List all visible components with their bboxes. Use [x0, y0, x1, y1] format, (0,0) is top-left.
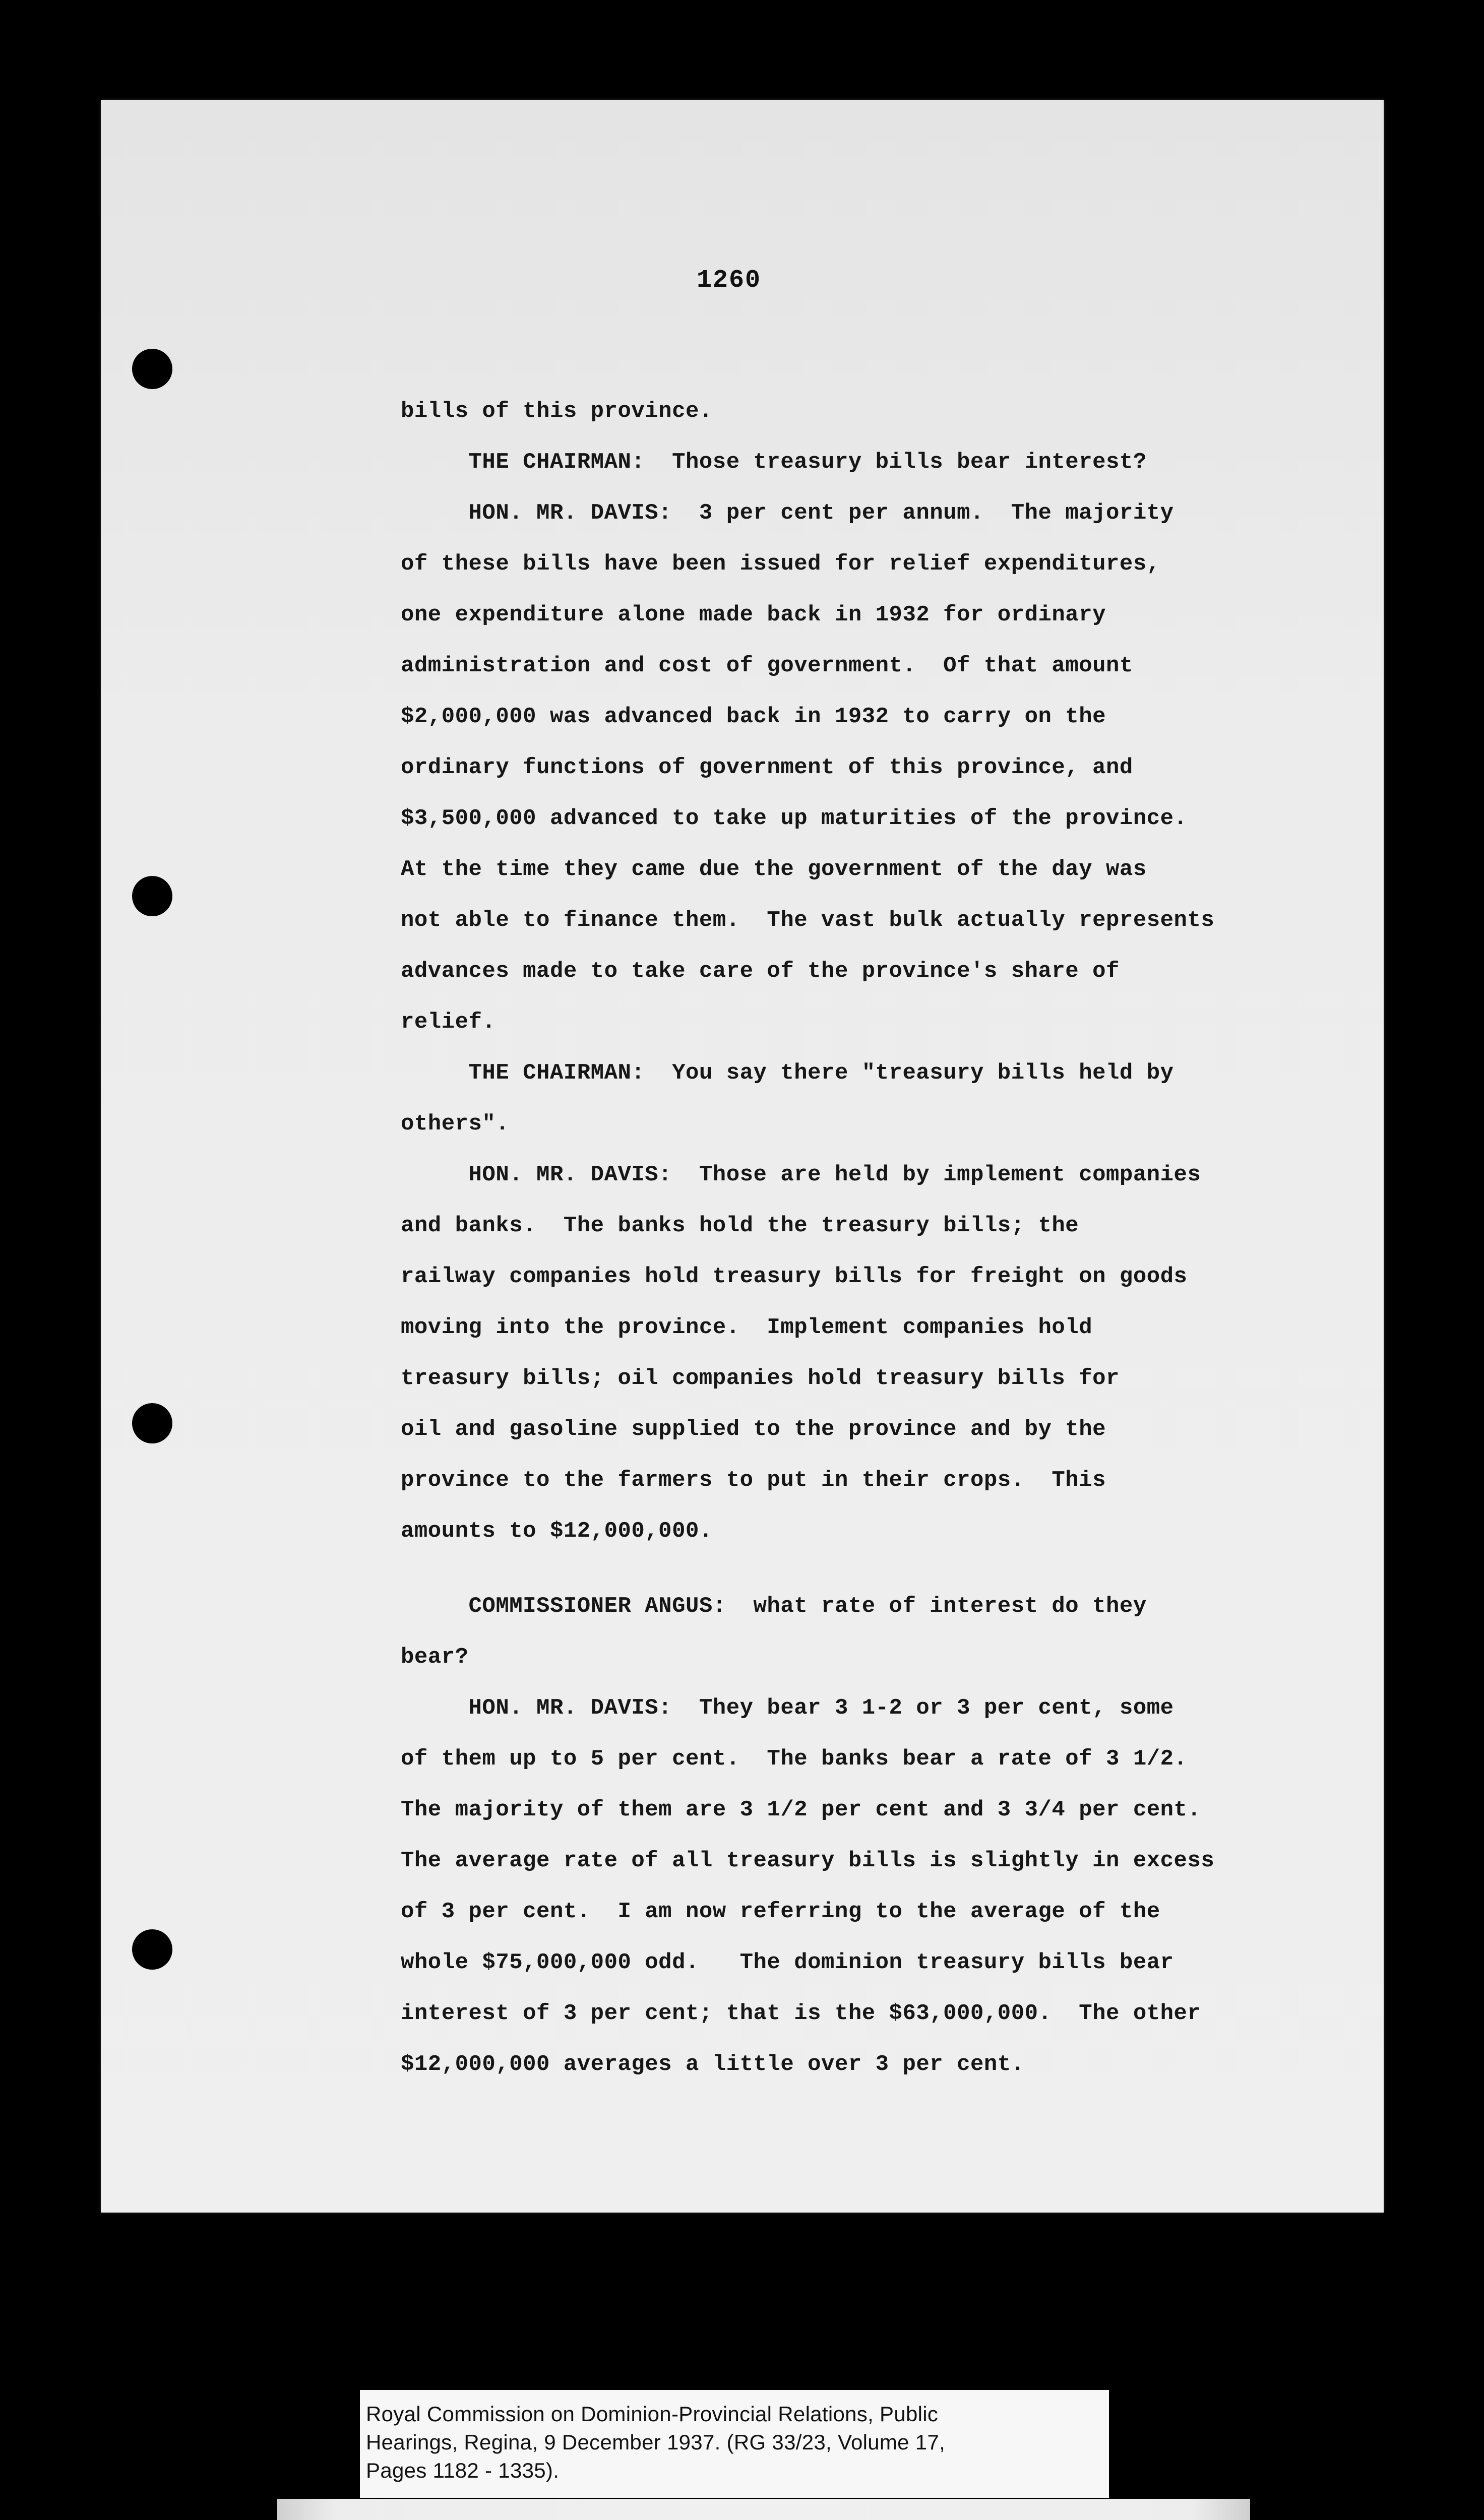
transcript-line: The average rate of all treasury bills is slightly in excess	[401, 1848, 1215, 1873]
punch-hole-2	[132, 876, 172, 916]
transcript-line: of them up to 5 per cent. The banks bear a rate of 3 1/2.	[401, 1746, 1188, 1772]
transcript-line: amounts to $12,000,000.	[401, 1519, 713, 1544]
caption-line-2: Hearings, Regina, 9 December 1937. (RG 33/23, Volume 17,	[366, 2430, 946, 2454]
transcript-line: province to the farmers to put in their crops. This	[401, 1468, 1106, 1493]
public-archives-label	[277, 2499, 1250, 2520]
transcript-line: railway companies hold treasury bills for freight on goods	[401, 1264, 1188, 1289]
transcript-line: administration and cost of government. Of that amount	[401, 653, 1133, 678]
transcript-line: and banks. The banks hold the treasury bills; the	[401, 1213, 1079, 1238]
transcript-line: bills of this province.	[401, 399, 713, 424]
transcript-line: of these bills have been issued for relief expenditures,	[401, 551, 1160, 577]
transcript-line: The majority of them are 3 1/2 per cent and 3 3/4 per cent.	[401, 1797, 1201, 1822]
transcript-line: moving into the province. Implement companies hold	[401, 1315, 1093, 1340]
transcript-line: $2,000,000 was advanced back in 1932 to carry on the	[401, 704, 1106, 729]
punch-hole-1	[132, 349, 172, 389]
transcript-line: HON. MR. DAVIS: 3 per cent per annum. The majority	[401, 500, 1174, 526]
transcript-line: THE CHAIRMAN: You say there "treasury bills held by	[401, 1060, 1174, 1086]
transcript-line: interest of 3 per cent; that is the $63,000,000. The other	[401, 2001, 1201, 2026]
transcript-line: whole $75,000,000 odd. The dominion treasury bills bear	[401, 1950, 1174, 1975]
transcript-line: THE CHAIRMAN: Those treasury bills bear interest?	[401, 450, 1147, 475]
archive-caption-label	[360, 2390, 1109, 2498]
caption-line-3: Pages 1182 - 1335).	[366, 2459, 560, 2482]
transcript-section-1	[401, 386, 1318, 1557]
punch-hole-4	[132, 1929, 172, 1970]
transcript-line: HON. MR. DAVIS: They bear 3 1-2 or 3 per cent, some	[401, 1695, 1174, 1721]
transcript-line: $3,500,000 advanced to take up maturities of the province.	[401, 806, 1188, 831]
punch-hole-3	[132, 1403, 172, 1443]
transcript-line: oil and gasoline supplied to the province and by the	[401, 1417, 1106, 1442]
paragraph-gap	[401, 1557, 1318, 1581]
transcript-line: ordinary functions of government of this province, and	[401, 755, 1133, 780]
transcript-line: relief.	[401, 1010, 496, 1035]
transcript-line: treasury bills; oil companies hold treasury bills for	[401, 1366, 1120, 1391]
transcript-line: advances made to take care of the province's share of	[401, 959, 1120, 984]
transcript-line: At the time they came due the government of the day was	[401, 857, 1147, 882]
transcript-line: COMMISSIONER ANGUS: what rate of interest do they	[401, 1594, 1147, 1619]
caption-line-1: Royal Commission on Dominion-Provincial Relations, Public	[366, 2402, 939, 2426]
page-number: 1260	[697, 266, 762, 295]
transcript-body	[401, 386, 1318, 2090]
transcript-line: bear?	[401, 1645, 469, 1670]
transcript-line: others".	[401, 1111, 510, 1137]
transcript-section-2	[401, 1581, 1318, 2090]
transcript-line: one expenditure alone made back in 1932 for ordinary	[401, 602, 1106, 627]
transcript-line: HON. MR. DAVIS: Those are held by implement companies	[401, 1162, 1201, 1187]
transcript-line: of 3 per cent. I am now referring to the average of the	[401, 1899, 1160, 1924]
transcript-line: $12,000,000 averages a little over 3 per cent.	[401, 2052, 1025, 2077]
transcript-line: not able to finance them. The vast bulk actually represents	[401, 908, 1215, 933]
